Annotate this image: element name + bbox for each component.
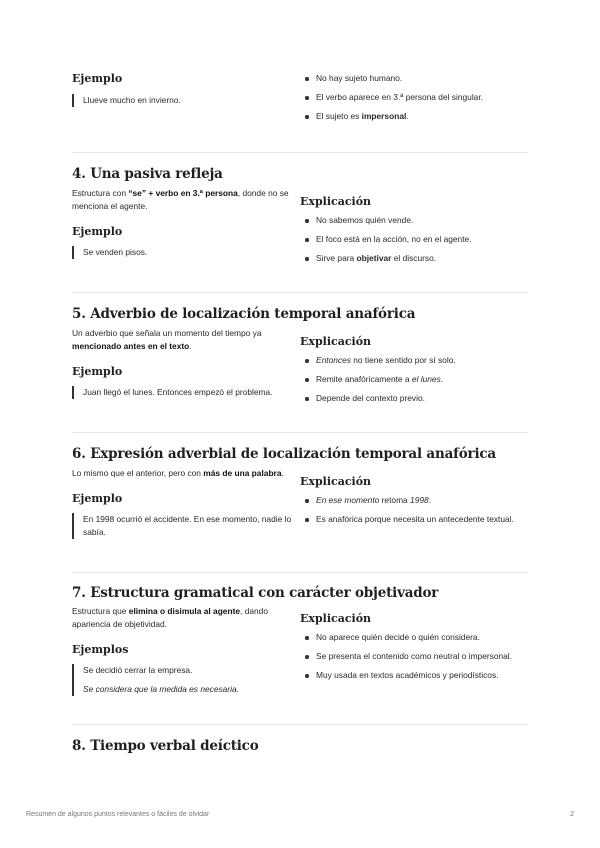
example-quote (72, 246, 294, 259)
footer-text: Resumen de algunos puntos relevantes o fáciles de olvidar (26, 811, 210, 818)
section-divider (72, 292, 528, 293)
example-quote (72, 94, 294, 107)
section-3-left (72, 72, 294, 107)
explanation-list (300, 214, 528, 265)
section-6-description: Lo mismo que el anterior, pero con más de una palabra. (72, 468, 284, 478)
example-text: Se venden pisos. (83, 247, 148, 257)
explanation-list (300, 494, 528, 526)
ejemplos-heading: Ejemplos (72, 643, 129, 656)
section-4-right (300, 195, 528, 271)
section-6-left (72, 467, 294, 539)
section-6-title: 6. Expresión adverbial de localización temporal anafórica (72, 446, 496, 462)
list-item: En ese momento retoma 1998. (300, 494, 528, 507)
section-5-title: 5. Adverbio de localización temporal anafórica (72, 306, 416, 322)
list-item: Muy usada en textos académicos y periodísticos. (300, 669, 528, 682)
section-7-right (300, 612, 528, 688)
section-5-right (300, 335, 528, 411)
section-4-title: 4. Una pasiva refleja (72, 166, 223, 182)
list-item: Depende del contexto previo. (300, 392, 528, 405)
section-divider (72, 432, 528, 433)
section-4-description: Estructura con “se” + verbo en 3.ª persona, donde no se menciona el agente. (72, 188, 289, 211)
ejemplo-heading: Ejemplo (72, 492, 123, 505)
section-5-left (72, 327, 294, 399)
list-item: Se presenta el contenido como neutral o impersonal. (300, 650, 528, 663)
example-text: Se decidió cerrar la empresa. (83, 665, 193, 675)
list-item: Sirve para objetivar el discurso. (300, 252, 528, 265)
list-item: No sabemos quién vende. (300, 214, 528, 227)
section-3-right (300, 72, 528, 129)
list-item: Entonces no tiene sentido por sí solo. (300, 354, 528, 367)
list-item: El verbo aparece en 3.ª persona del singular. (300, 91, 528, 104)
explanation-list (300, 631, 528, 682)
ejemplo-heading: Ejemplo (72, 72, 123, 85)
example-text: En 1998 ocurrió el accidente. En ese momento, nadie lo sabía. (83, 514, 292, 537)
list-item: No aparece quién decide o quién considera. (300, 631, 528, 644)
ejemplo-heading: Ejemplo (72, 365, 123, 378)
page-number: 2 (570, 811, 574, 818)
list-item: El foco está en la acción, no en el agente. (300, 233, 528, 246)
section-7-title: 7. Estructura gramatical con carácter objetivador (72, 585, 439, 601)
explicacion-heading: Explicación (300, 195, 372, 208)
example-text: Llueve mucho en invierno. (83, 95, 181, 105)
section-4-left (72, 187, 294, 259)
section-7-left (72, 605, 294, 696)
list-item: El sujeto es impersonal. (300, 110, 528, 123)
explicacion-heading: Explicación (300, 335, 372, 348)
section-8-title: 8. Tiempo verbal deíctico (72, 738, 259, 754)
example-text: Juan llegó el lunes. Entonces empezó el problema. (83, 387, 273, 397)
example-quote (72, 513, 294, 539)
list-item: Remite anafóricamente a el lunes. (300, 373, 528, 386)
section-divider (72, 724, 528, 725)
section-6-right (300, 475, 528, 532)
ejemplo-heading: Ejemplo (72, 225, 123, 238)
explanation-list (300, 354, 528, 405)
section-7-description: Estructura que elimina o disimula al agente, dando apariencia de objetividad. (72, 606, 268, 629)
example-text: Se considera que la medida es necesaria. (83, 684, 239, 694)
list-item: No hay sujeto humano. (300, 72, 528, 85)
page-footer (26, 811, 574, 818)
section-divider (72, 572, 528, 573)
explanation-list (300, 72, 528, 123)
example-quote (72, 664, 294, 696)
explicacion-heading: Explicación (300, 475, 372, 488)
explicacion-heading: Explicación (300, 612, 372, 625)
section-5-description: Un adverbio que señala un momento del tiempo ya mencionado antes en el texto. (72, 328, 262, 351)
section-divider (72, 152, 528, 153)
example-quote (72, 386, 294, 399)
list-item: Es anafórica porque necesita un antecedente textual. (300, 513, 528, 526)
